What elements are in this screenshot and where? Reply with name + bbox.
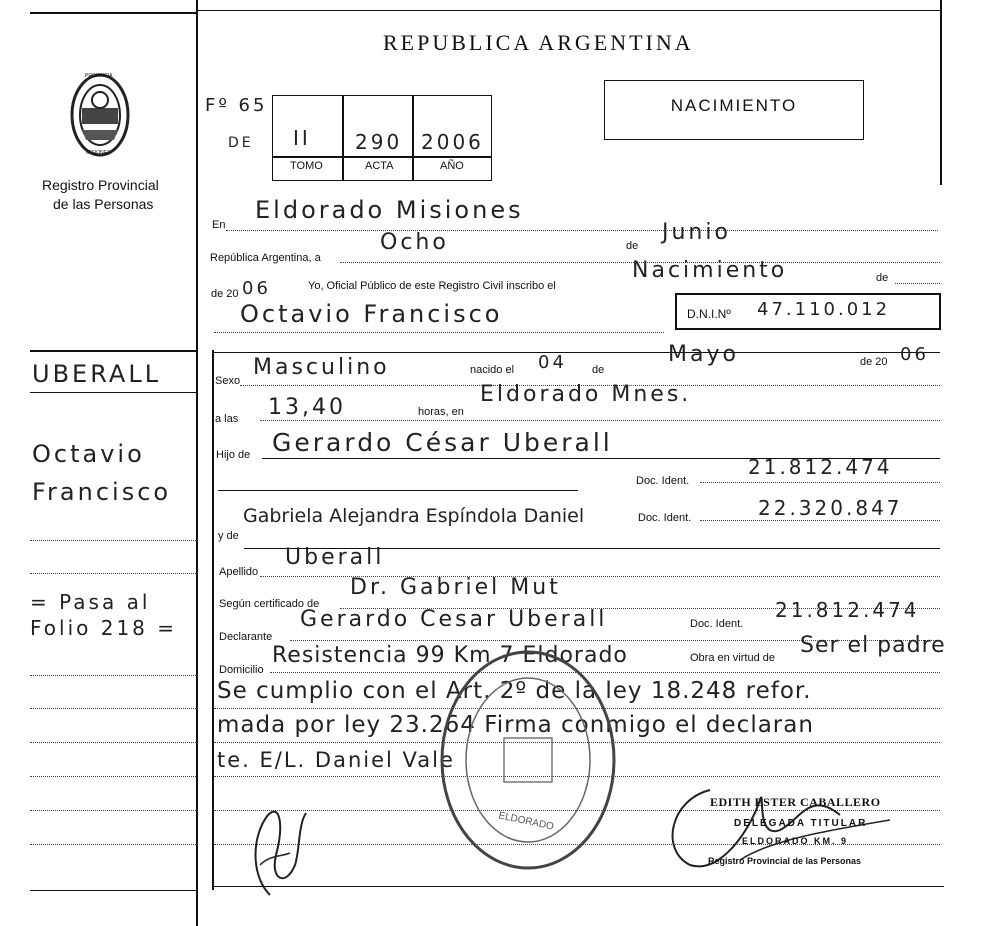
- official-stamp-line-1: EDITH ESTER CABALLERO: [710, 795, 881, 809]
- name-value: Octavio Francisco: [240, 300, 503, 328]
- segun-label: Según certificado de: [219, 598, 320, 610]
- apellido-label: Apellido: [219, 566, 259, 578]
- record-type-box: [604, 80, 864, 140]
- seal-text-bottom: MISIONES: [86, 150, 111, 156]
- alas-label: a las: [215, 413, 239, 425]
- en-label: En: [212, 219, 226, 231]
- margin-given-1: Octavio: [32, 440, 145, 468]
- left-column-border: [196, 0, 198, 926]
- sexo-label: Sexo: [215, 375, 241, 387]
- round-seal-text: ELDORADO: [497, 810, 555, 833]
- seal-text-top: PROVINCIA: [85, 73, 113, 79]
- provincial-seal-icon: [68, 70, 132, 160]
- horas-label: horas, en: [418, 406, 464, 418]
- birth-year-suffix-value: 06: [900, 344, 929, 365]
- sexo-value: Masculino: [253, 355, 390, 380]
- margin-surname: UBERALL: [32, 360, 162, 388]
- father-value: Gerardo César Uberall: [272, 428, 613, 457]
- right-page-border: [940, 0, 942, 185]
- official-stamp-line-3: ELDORADO KM. 9: [742, 836, 849, 846]
- declarante-value: Gerardo Cesar Uberall: [300, 607, 608, 632]
- domicilio-value: Resistencia 99 Km 7 Eldorado: [272, 643, 628, 668]
- anio-value: 2006: [421, 130, 484, 154]
- book-reference-table: [272, 95, 492, 181]
- acta-label: ACTA: [365, 160, 394, 172]
- margin-note-1: = Pasa al: [30, 590, 151, 614]
- official-stamp-line-4: Registro Provincial de las Personas: [708, 856, 862, 866]
- apellido-value: Uberall: [285, 545, 385, 570]
- mother-value: Gabriela Alejandra Espíndola Daniel: [243, 505, 585, 527]
- obra-value: Ser el padre: [800, 633, 946, 658]
- de-label-1: de: [626, 240, 639, 252]
- dni-box: [675, 293, 941, 330]
- dni-value: 47.110.012: [757, 299, 891, 320]
- dni-label: D.N.I.Nº: [687, 307, 731, 321]
- hijo-label: Hijo de: [216, 449, 251, 461]
- domicilio-label: Domicilio: [219, 664, 264, 676]
- declarante-doc-label: Doc. Ident.: [690, 618, 744, 630]
- year-prefix-label-2: de 20: [860, 356, 888, 368]
- birth-day-value: 04: [538, 352, 567, 373]
- top-left-rule: [30, 12, 196, 14]
- margin-note-2: Folio 218 =: [30, 616, 178, 640]
- bottom-left-rule: [30, 890, 196, 891]
- registry-name-line1: Registro Provincial: [42, 177, 159, 193]
- mother-doc-label: Doc. Ident.: [638, 512, 692, 524]
- de-label-2: de: [876, 272, 889, 284]
- section-divider-left: [30, 350, 196, 352]
- father-doc-label: Doc. Ident.: [636, 475, 690, 487]
- country-title: REPUBLICA ARGENTINA: [383, 30, 694, 55]
- folio-note-1: Fº 65: [205, 95, 268, 116]
- record-type-label: NACIMIENTO: [670, 96, 798, 115]
- declarante-doc-value: 21.812.474: [775, 598, 920, 622]
- left-inner-border: [212, 350, 214, 890]
- father-doc-value: 21.812.474: [748, 455, 893, 479]
- birth-month-value: Mayo: [668, 342, 739, 367]
- top-right-rule: [198, 10, 940, 11]
- margin-given-2: Francisco: [32, 478, 172, 506]
- round-seal-icon: [438, 648, 618, 873]
- official-stamp-line-2: DELEGADA TITULAR: [734, 818, 868, 829]
- observation-line-2: mada por ley 23.264 Firma conmigo el declaran: [217, 712, 814, 738]
- certificado-value: Dr. Gabriel Mut: [350, 575, 561, 600]
- tomo-value: II: [293, 126, 311, 150]
- act-word-value: Nacimiento: [632, 258, 788, 283]
- yde-label: y de: [218, 530, 239, 542]
- bottom-rule: [214, 886, 944, 887]
- anio-label: AÑO: [440, 160, 464, 172]
- year-suffix-value: 06: [242, 278, 271, 299]
- birth-place-value: Eldorado Mnes.: [480, 382, 692, 407]
- observation-line-1: Se cumplio con el Art. 2º de la ley 18.248 refor.: [217, 678, 812, 704]
- registry-name-line2: de las Personas: [53, 196, 154, 212]
- obra-label: Obra en virtud de: [690, 652, 775, 664]
- tomo-label: TOMO: [290, 160, 323, 172]
- declarant-signature-icon: [240, 795, 320, 905]
- year-prefix-label: de 20: [211, 288, 239, 300]
- acta-value: 290: [355, 130, 403, 154]
- oficial-label: Yo, Oficial Público de este Registro Civil inscribo el: [308, 280, 556, 292]
- observation-line-3: te. E/L. Daniel Vale: [217, 748, 455, 772]
- folio-note-2: DE: [228, 135, 254, 151]
- declarante-label: Declarante: [219, 631, 273, 643]
- hour-value: 13,40: [268, 395, 346, 420]
- month-value: Junio: [662, 220, 731, 245]
- republica-label: República Argentina, a: [210, 252, 321, 264]
- mother-doc-value: 22.320.847: [758, 496, 903, 520]
- place-value: Eldorado Misiones: [255, 196, 524, 224]
- nacido-label: nacido el: [470, 364, 515, 376]
- de-label-3: de: [592, 364, 605, 376]
- day-word-value: Ocho: [380, 230, 449, 255]
